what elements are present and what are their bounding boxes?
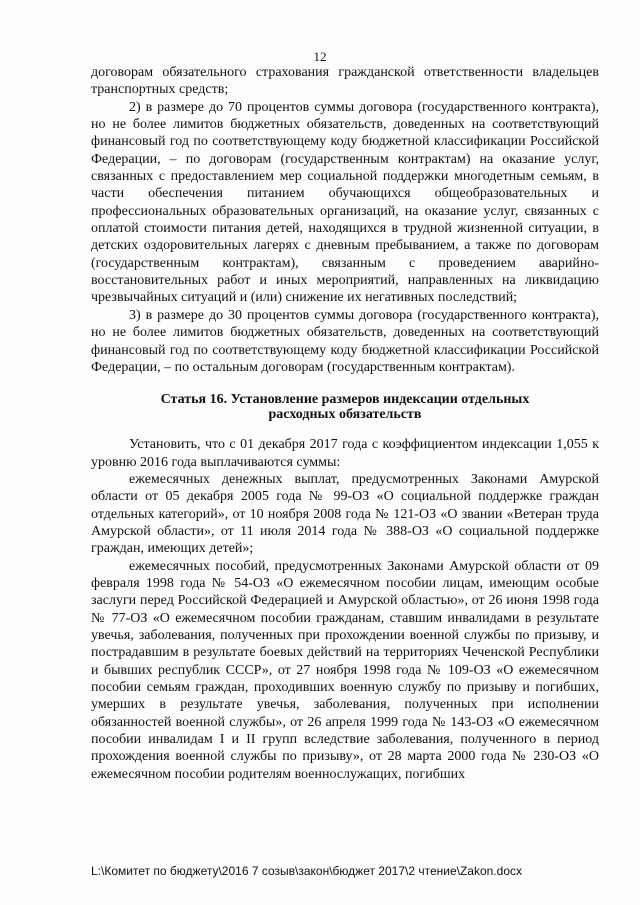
page-number: 12 <box>313 49 327 64</box>
paragraph: ежемесячных денежных выплат, предусмотренных Законами Амурской области от 05 декабря 2005 года № 99-ОЗ «О социальной поддержке граждан отдельных категорий», от 10 ноября 2008 года № 121-ОЗ «О звании «Ветеран труда Амурской области», от 11 июля 2014 года № 388-ОЗ «О социальной поддержке граждан, имеющих детей»; <box>91 471 599 557</box>
paragraph-group-bottom <box>91 436 599 783</box>
paragraph: Установить, что с 01 декабря 2017 года с коэффициентом индексации 1,055 к уровню 2016 года выплачиваются суммы: <box>91 437 599 470</box>
paragraph-group-top <box>91 64 599 376</box>
paragraph: 2) в размере до 70 процентов суммы договора (государственного контракта), но не более лимитов бюджетных обязательств, доведенных на соответствующий финансовый год по соответствующему коду бюджетной классификации Российской Федерации, – по договорам (государственным контрактам) на оказание услуг, связанных с предоставлением мер социальной поддержки многодетным семьям, в части обеспечения питанием обучающихся общеобразовательных и профессиональных образовательных организаций, на оказание услуг, связанных с оплатой стоимости питания детей, находящихся в трудной жизненной ситуации, в детских оздоровительных лагерях с дневным пребыванием, а также по договорам (государственным контрактам), связанным с проведением аварийно-восстановительных работ и иных мероприятий, направленных на ликвидацию чрезвычайных ситуаций и (или) снижение их негативных последствий; <box>91 99 599 306</box>
paragraph: 3) в размере до 30 процентов суммы договора (государственного контракта), но не более лимитов бюджетных обязательств, доведенных на соответствующий финансовый год по соответствующему коду бюджетной классификации Российской Федерации, – по остальным договорам (государственным контрактам). <box>91 307 599 375</box>
paragraph: ежемесячных пособий, предусмотренных Законами Амурской области от 09 февраля 1998 года № 54-ОЗ «О ежемесячном пособии лицам, имеющим особые заслуги перед Российской Федерацией и Амурской областью», от 26 июня 1998 года № 77-ОЗ «О ежемесячном пособии гражданам, ставшим инвалидами в результате увечья, заболевания, полученных при прохождении военной службы по призыву, и пострадавшим в результате боевых действий на территориях Чеченской Республики и бывших республик СССР», от 27 ноября 1998 года № 109-ОЗ «О ежемесячном пособии семьям граждан, проходивших военную службу по призыву и погибших, умерших в результате увечья, заболевания, полученных при исполнении обязанностей военной службы», от 26 апреля 1999 года № 143-ОЗ «О ежемесячном пособии инвалидам I и II групп вследствие заболевания, полученного в период прохождения военной службы по призыву», от 28 марта 2000 года № 230-ОЗ «О ежемесячном пособии родителям военнослужащих, погибших <box>91 558 599 782</box>
footer-file-path: L:\Комитет по бюджету\2016 7 созыв\закон\бюджет 2017\2 чтение\Zakon.docx <box>91 864 522 878</box>
paragraph: договорам обязательного страхования гражданской ответственности владельцев транспортных средств; <box>91 65 599 98</box>
document-body <box>91 64 599 783</box>
article-title: Статья 16. Установление размеров индексации отдельных расходных обязательств <box>160 392 530 423</box>
